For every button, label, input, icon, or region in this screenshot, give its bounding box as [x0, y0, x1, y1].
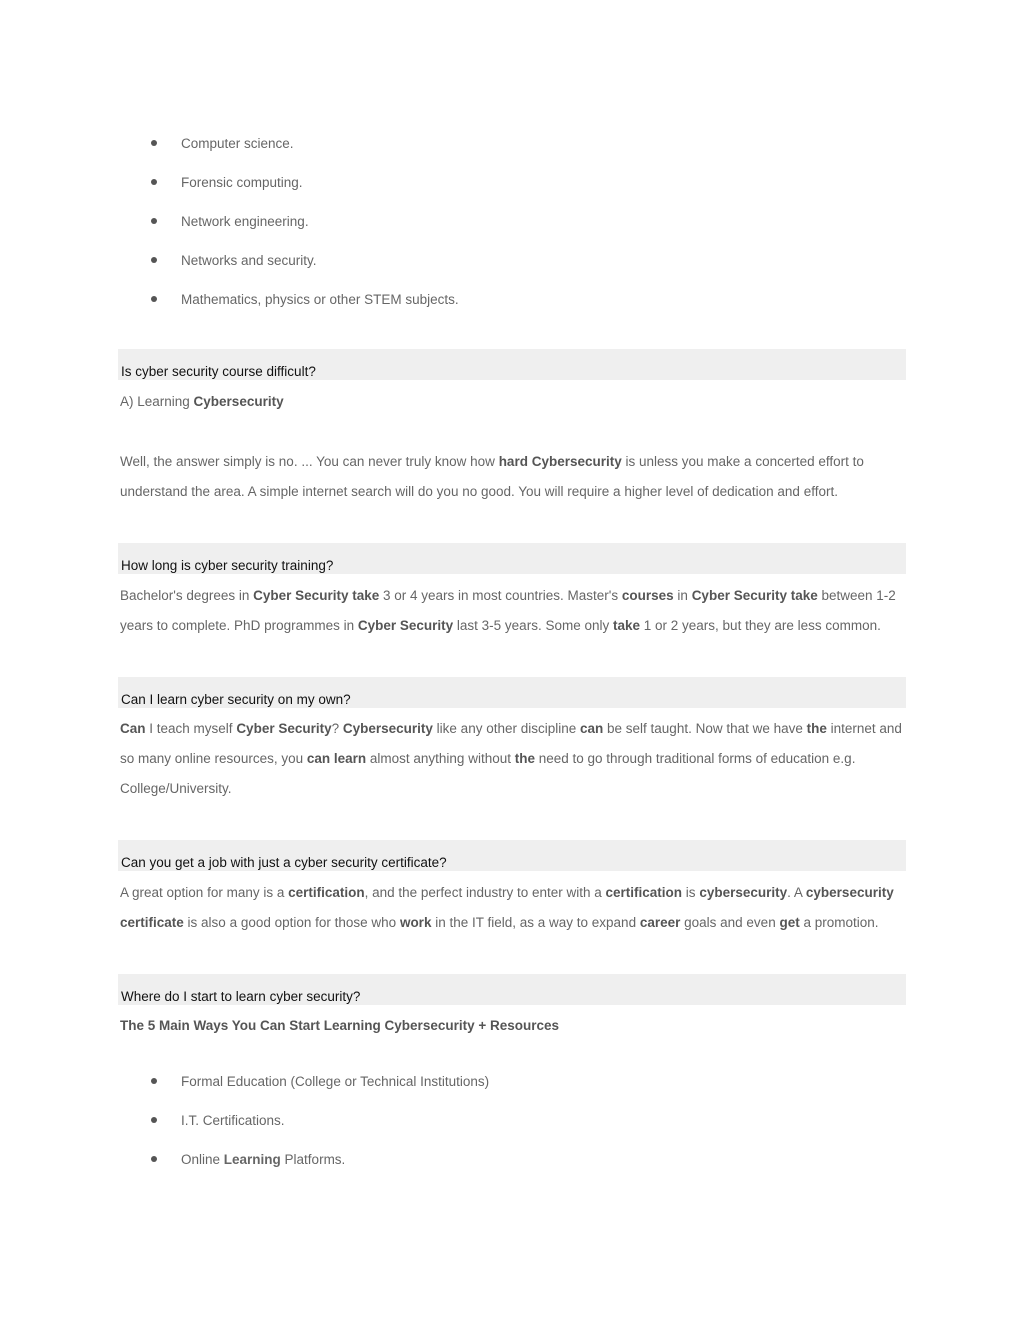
bold-text: cybersecurity [699, 885, 788, 900]
answer-paragraph [120, 447, 910, 507]
bold-text: hard Cybersecurity [498, 454, 622, 469]
text-run: Well, the answer simply is no. ... You can never truly know how [120, 454, 499, 469]
bold-text: can learn [306, 751, 367, 766]
bold-text: get [779, 915, 800, 930]
bold-text: cybersecurity certificate [120, 885, 894, 930]
answer-paragraph [120, 581, 910, 641]
question-heading: How long is cyber security training? [118, 543, 906, 574]
text-run: like any other discipline [432, 721, 580, 736]
question-heading: Can I learn cyber security on my own? [118, 677, 906, 708]
text-run: 3 or 4 years in most countries. Master's [379, 588, 622, 603]
answer-line [120, 387, 910, 417]
bullet-icon [151, 1078, 157, 1084]
bullet-icon [151, 296, 157, 302]
text-run: , and the perfect industry to enter with a [364, 885, 606, 900]
text-run: Platforms. [280, 1152, 346, 1167]
document-page: Computer science. Forensic computing. Network engineering. Networks and security. Mathematics, physics or other STEM subjects. Is cyber security course difficult? A) Learning Cybersecurity Well, the answer simply is no. ... You can never truly know how hard Cybersecurity is unless you make a concerted effort to understand the area. A simple internet search will do you no good. You will require a higher level of dedication and effort. How long is cyber security training? Bachelor's degrees in Cyber Security take 3 or 4 years in most countries. Master's courses in Cyber Security take between 1-2 years to complete. PhD programmes in Cyber Security last 3-5 years. Some only take 1 or 2 years, but they are less common. Can I learn cyber security on my own? Can I teach myself Cyber Security? Cybersecurity like any other discipline can be self taught. Now that we have the internet and so many online resources, you can learn almost anything without the need to go through traditional forms of education e.g. College/University. Can you get a job with just a cyber security certificate? A great option for many is a certification, and the perfect industry to enter with a certification is cybersecurity. A cybersecurity certificate is also a good option for those who work in the IT field, as a way to expand career goals and even get a promotion. Where do I start to learn cyber security? The 5 Main Ways You Can Start Learning Cybersecurity + Resources Formal Education (College or Technical Institutions) I.T. Certifications. Online Learning Platforms. [0, 0, 1024, 1325]
answer-paragraph [120, 878, 910, 938]
bold-text: the [806, 721, 827, 736]
question-heading: Can you get a job with just a cyber security certificate? [118, 840, 906, 871]
text-run: A) Learning [120, 394, 194, 409]
bullet-icon [151, 1117, 157, 1123]
bullet-icon [151, 218, 157, 224]
bullet-icon [151, 1156, 157, 1162]
text-run: is also a good option for those who [183, 915, 400, 930]
bold-text: Cybersecurity [193, 394, 284, 409]
bullet-icon [151, 179, 157, 185]
bold-text: Cyber Security take [691, 588, 818, 603]
answer-paragraph [120, 714, 910, 804]
bold-text: Learning [223, 1152, 281, 1167]
question-heading: Is cyber security course difficult? [118, 349, 906, 380]
text-run: Formal Education (College or Technical Institutions) [181, 1074, 490, 1089]
bold-text: can [580, 721, 604, 736]
text-run: is unless you make a concerted effort to understand the area. A simple internet search will do you no good. You will require a higher level of dedication and effort. [120, 454, 864, 499]
text-run: . A [787, 885, 806, 900]
text-run: almost anything without [366, 751, 515, 766]
bullet-icon [151, 257, 157, 263]
bold-text: Cyber Security [357, 618, 454, 633]
text-run: A great option for many is a [120, 885, 289, 900]
bold-text: Can [120, 721, 146, 736]
bold-text: certification [288, 885, 365, 900]
text-run: Bachelor's degrees in [120, 588, 254, 603]
bold-text: career [639, 915, 681, 930]
text-run: in [673, 588, 692, 603]
text-run: is [682, 885, 700, 900]
bold-text: take [612, 618, 641, 633]
question-heading: Where do I start to learn cyber security? [118, 974, 906, 1005]
text-run: 1 or 2 years, but they are less common. [640, 618, 881, 633]
bold-text: certification [605, 885, 683, 900]
bold-text: Cybersecurity [342, 721, 433, 736]
bold-text: work [399, 915, 432, 930]
bold-text: Cyber Security [236, 721, 332, 736]
text-run: I teach myself [145, 721, 237, 736]
text-run: internet and so many online resources, you [120, 721, 902, 766]
text-run: a promotion. [799, 915, 879, 930]
bullet-icon [151, 140, 157, 146]
text-run: I.T. Certifications. [181, 1113, 285, 1128]
text-run: in the IT field, as a way to expand [431, 915, 640, 930]
text-run: goals and even [680, 915, 780, 930]
bold-text: Cyber Security take [253, 588, 380, 603]
resources-heading: The 5 Main Ways You Can Start Learning Cybersecurity + Resources [120, 1018, 560, 1033]
text-run: last 3-5 years. Some only [453, 618, 613, 633]
bold-text: courses [621, 588, 674, 603]
text-run: be self taught. Now that we have [603, 721, 807, 736]
text-run: need to go through traditional forms of education e.g. College/University. [120, 751, 856, 796]
text-run: between 1-2 years to complete. PhD programmes in [120, 588, 896, 633]
bold-text: the [514, 751, 535, 766]
text-run: Online [181, 1152, 224, 1167]
text-run: ? [331, 721, 343, 736]
